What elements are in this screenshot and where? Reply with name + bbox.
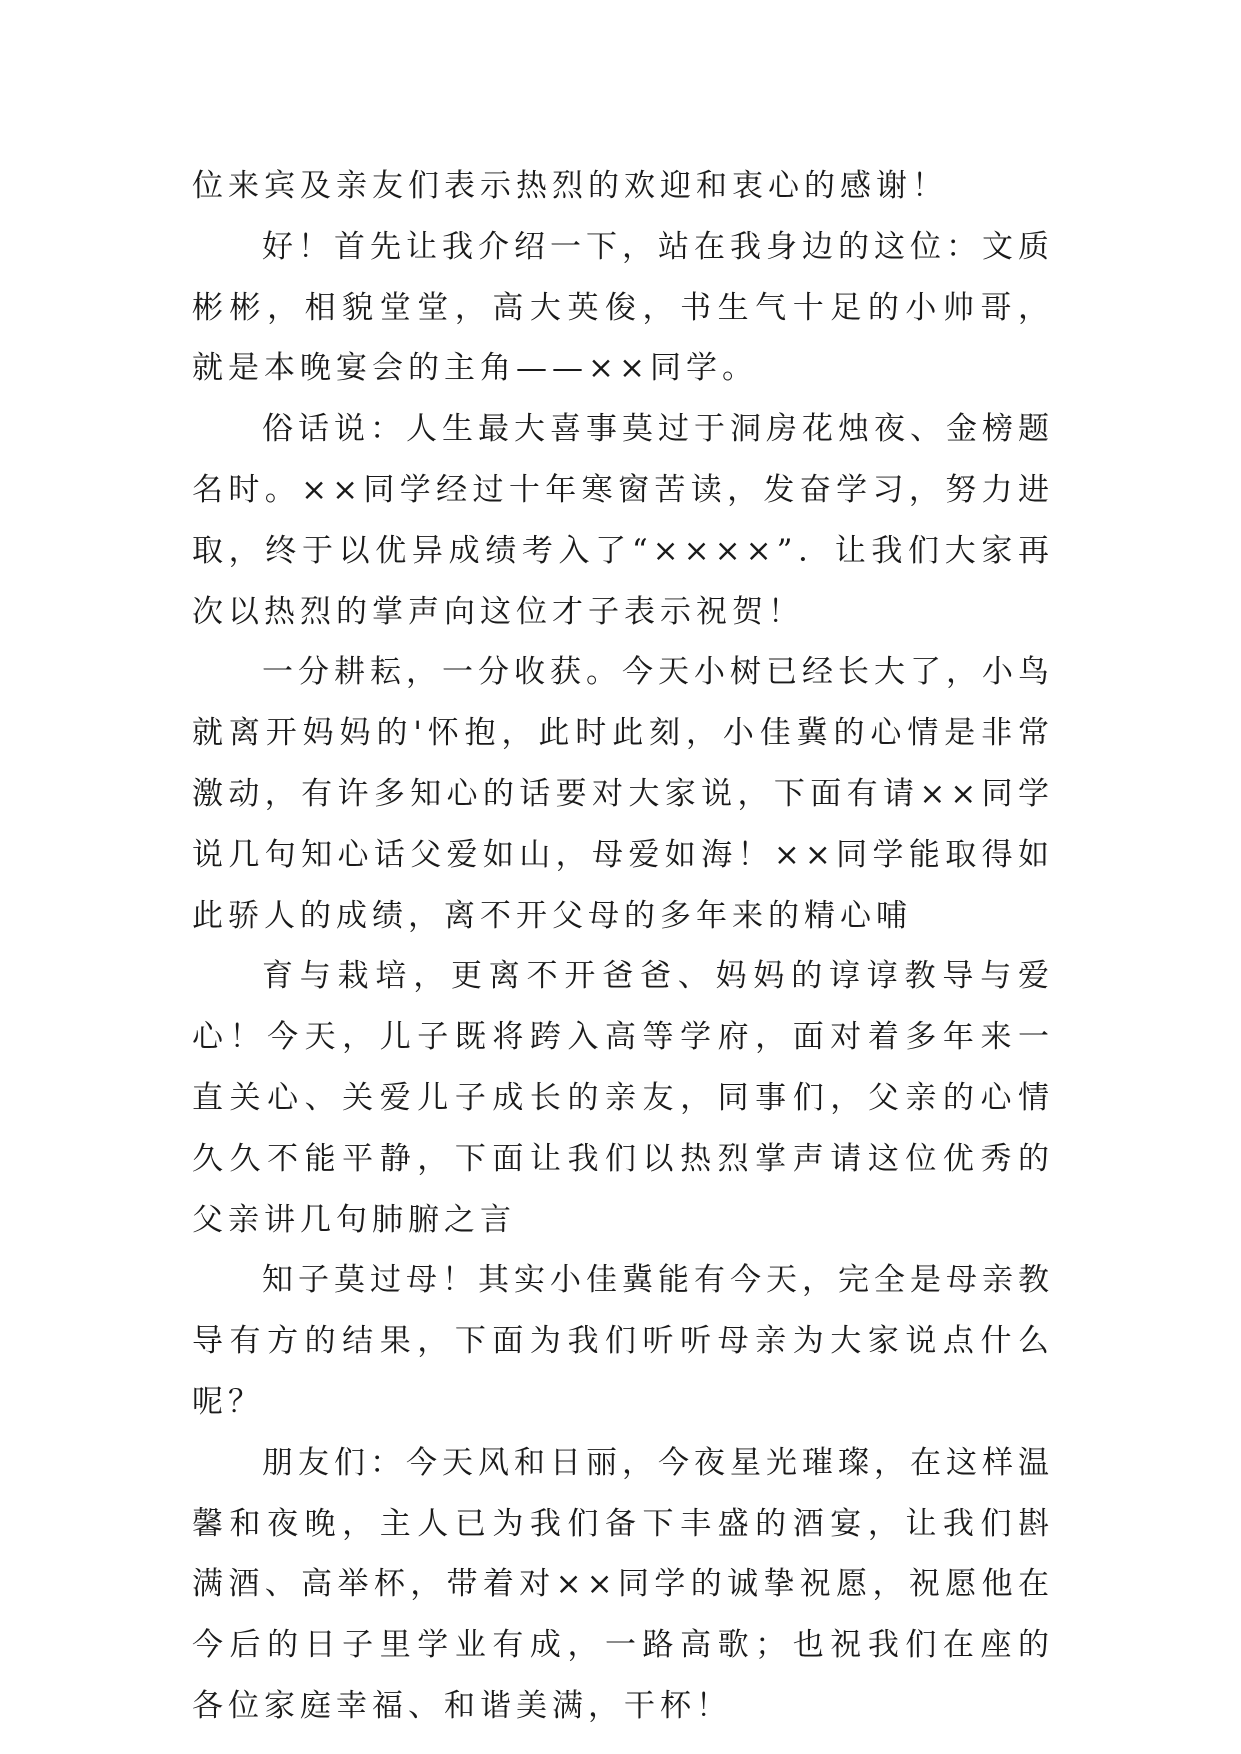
paragraph: 朋友们：今天风和日丽，今夜星光璀璨，在这样温馨和夜晚，主人已为我们备下丰盛的酒宴，让我们斟满酒、高举杯，带着对××同学的诚挚祝愿，祝愿他在今后的日子里学业有成，一路高歌；也祝我们在座的各位家庭幸福、和谐美满，干杯！ — [192, 1444, 1054, 1724]
document-body — [192, 156, 1054, 1737]
paragraph: 育与栽培，更离不开爸爸、妈妈的谆谆教导与爱心！今天，儿子既将跨入高等学府，面对着多年来一直关心、关爱儿子成长的亲友，同事们，父亲的心情久久不能平静，下面让我们以热烈掌声请这位优秀的父亲讲几句肺腑之言 — [192, 958, 1054, 1238]
paragraph: 位来宾及亲友们表示热烈的欢迎和衷心的感谢！ — [192, 168, 948, 204]
paragraph: 俗话说：人生最大喜事莫过于洞房花烛夜、金榜题名时。××同学经过十年寒窗苦读，发奋学习，努力进取，终于以优异成绩考入了“××××”．让我们大家再次以热烈的掌声向这位才子表示祝贺！ — [192, 411, 1054, 630]
paragraph: 知子莫过母！其实小佳冀能有今天，完全是母亲教导有方的结果，下面为我们听听母亲为大家说点什么呢？ — [192, 1262, 1054, 1420]
paragraph: 好！首先让我介绍一下，站在我身边的这位：文质彬彬，相貌堂堂，高大英俊，书生气十足的小帅哥，就是本晚宴会的主角——××同学。 — [192, 228, 1054, 387]
paragraph: 一分耕耘，一分收获。今天小树已经长大了，小鸟就离开妈妈的'怀抱，此时此刻，小佳冀的心情是非常激动，有许多知心的话要对大家说，下面有请××同学说几句知心话父爱如山，母爱如海！××同学能取得如此骄人的成绩，离不开父母的多年来的精心哺 — [192, 654, 1054, 934]
